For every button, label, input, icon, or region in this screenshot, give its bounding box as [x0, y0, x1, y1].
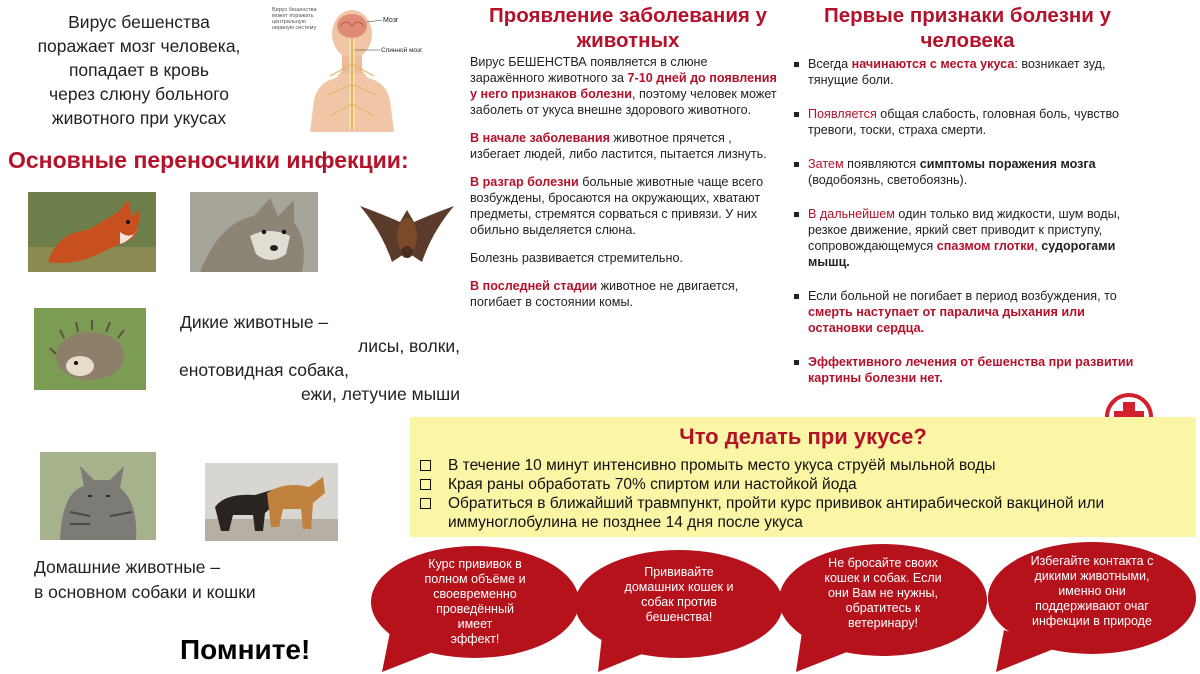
remember-heading: Помните! [180, 634, 311, 665]
checkbox-icon [420, 460, 431, 471]
wolf-photo [190, 192, 318, 272]
carriers-title: Основные переносчики инфекции: [8, 147, 409, 173]
bite-instructions-list [416, 456, 1191, 532]
fox-photo [28, 192, 156, 272]
human-section-title: Первые признаки болезни у человека [824, 4, 1111, 52]
human-symptoms-list [790, 56, 1150, 404]
spine-label: Спинной мозг [381, 47, 423, 54]
bat-photo [352, 192, 462, 272]
animals-paragraph-2: В начале заболевания животное прячется , избегает людей, либо ластится, пытается лизнуть. [470, 131, 767, 161]
list-item: Обратиться в ближайший травмпункт, пройти курс прививок антирабической вакциной или иммуноглобулина не позднее 14 дня после укуса [416, 494, 1191, 532]
svg-text:Вирус бешенства: Вирус бешенства [272, 7, 317, 13]
bubble-text-2: Прививайте домашних кошек и собак против бешенства! [624, 565, 734, 624]
list-item: Всегда начинаются с места укуса: возникает зуд, тянущие боли. [790, 56, 1150, 88]
checkbox-icon [420, 498, 431, 509]
list-item: Эффективного лечения от бешенства при развитии картины болезни нет. [790, 354, 1150, 386]
list-item: Появляется общая слабость, головная боль, чувство тревоги, тоски, страха смерти. [790, 106, 1150, 138]
animals-paragraph-4: Болезнь развивается стремительно. [470, 251, 683, 265]
dogs-photo [205, 463, 338, 541]
list-item: В дальнейшем один только вид жидкости, шум воды, резкое движение, яркий свет приводит к приступу, сопровождающемуся спазмом глотки, судорогами мышц. [790, 206, 1150, 270]
domestic-animals-text: Домашние животные – в основном собаки и кошки [34, 557, 256, 602]
list-item: В течение 10 минут интенсивно промыть место укуса струёй мыльной воды [416, 456, 1191, 475]
hedgehog-photo [34, 308, 146, 390]
list-item: Затем появляются симптомы поражения мозга (водобоязнь, светобоязнь). [790, 156, 1150, 188]
list-item: Если больной не погибает в период возбуждения, то смерть наступает от паралича дыхания или остановки сердца. [790, 288, 1150, 336]
checkbox-icon [420, 479, 431, 490]
wild-animals-text: Дикие животные – лисы, волки, енотовидная собака, ежи, летучие мыши [179, 312, 460, 404]
anatomy-illustration [270, 4, 438, 132]
svg-text:нервную систему: нервную систему [272, 25, 317, 31]
list-item: Края раны обработать 70% спиртом или настойкой йода [416, 475, 1191, 494]
svg-text:центральную: центральную [272, 19, 306, 25]
bubble-text-4: Избегайте контакта с дикими животными, именно они поддерживают очаг инфекции в природе [1030, 554, 1154, 628]
brain-label: Мозг [383, 17, 399, 24]
animals-paragraph-5: В последней стадии животное не двигается, погибает в состоянии комы. [470, 279, 739, 309]
svg-text:может поражать: может поражать [272, 13, 314, 19]
animals-section-title: Проявление заболевания у животных [489, 4, 767, 52]
bite-section-title: Что делать при укусе? [679, 424, 927, 449]
animals-section-body [470, 54, 780, 322]
bubble-text-1: Курс прививок в полном объёме и своевременно проведённый имеет эффект! [424, 557, 526, 646]
cat-photo [40, 452, 156, 540]
animals-paragraph-1: Вирус БЕШЕНСТВА появляется в слюне заражённого животного за 7-10 дней до появления у него признаков болезни, поэтому человек может заболеть от укуса внешне здорового животного. [470, 55, 777, 117]
bubble-text-3: Не бросайте своих кошек и собак. Если они Вам не нужны, обратитесь к ветеринару! [824, 556, 942, 630]
animals-paragraph-3: В разгар болезни больные животные чаще всего возбуждены, бросаются на окружающих, хватают предметы, стремятся сорваться с привязи. У них обильно выделяется слюна. [470, 175, 764, 237]
intro-text: Вирус бешенства поражает мозг человека, попадает в кровь через слюну больного животного при укусах [37, 12, 241, 128]
